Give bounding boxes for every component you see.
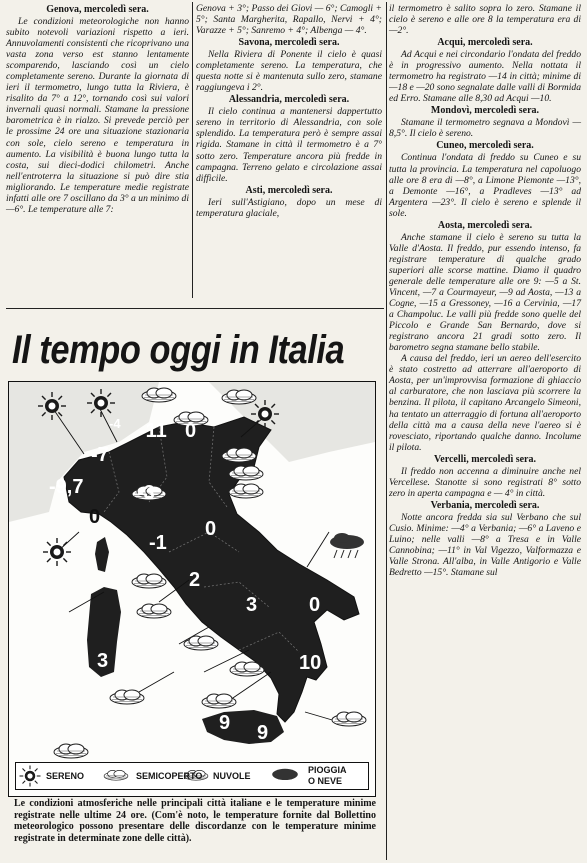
article-genova bbox=[6, 3, 189, 215]
legend-nuvole: NUVOLE bbox=[213, 771, 251, 781]
dateline-acqui: Acqui, mercoledì sera. bbox=[437, 37, 533, 49]
rain-cloud-icon bbox=[330, 533, 364, 558]
dateline-genova: Genova, mercoledì sera. bbox=[46, 4, 149, 15]
sicily bbox=[202, 710, 284, 744]
temp-label: 0 bbox=[309, 594, 321, 616]
temp-label: -1 bbox=[149, 532, 167, 554]
legend-semicoperto: SEMICOPERTO bbox=[136, 771, 203, 781]
article-column-2 bbox=[196, 3, 382, 219]
legend-sereno: SERENO bbox=[46, 771, 85, 781]
dateline-cuneo: Cuneo, mercoledì sera. bbox=[436, 140, 534, 152]
temp-label: -9,7 bbox=[49, 476, 84, 498]
temp-label: -3 bbox=[137, 482, 155, 504]
article-body: A causa del freddo, ieri un aereo dell'esercito è stato costretto ad atterrare all'aeroporto di Aosta, per un'improvvisa formazione di ghiaccio al carburatore, che non lasciava più scorrere la benzina. Il pilota, il capitano Arcangelo Simeoni, ha tentato un atterraggio di fortuna all'aeroporto della città ma a causa della neve l'aereo si è rovesciato, riportando qualche danno. Incolume il pilota. bbox=[389, 353, 581, 453]
dateline-verbania: Verbania, mercoledì sera. bbox=[430, 499, 540, 511]
map-headline: Il tempo oggi in Italia bbox=[12, 328, 345, 372]
dateline-asti: Asti, mercoledì sera. bbox=[245, 184, 333, 196]
column-rule bbox=[386, 2, 387, 860]
temp-label: 9 bbox=[257, 722, 269, 744]
temp-label: -4 bbox=[109, 416, 121, 431]
article-body: Ieri sull'Astigiano, dopo un mese di temperatura glaciale, bbox=[196, 196, 382, 219]
temp-label: -7 bbox=[91, 444, 109, 466]
column-rule bbox=[192, 2, 193, 298]
dateline-mondovi: Mondovì, mercoledì sera. bbox=[430, 105, 540, 117]
temp-label: 9 bbox=[219, 712, 231, 734]
article-body: Anche stamane il cielo è sereno su tutta la Valle d'Aosta. Il freddo, pur essendo intenso, fa registrare temperature di qualche grado superiori alle scorse mattine. Diamo il quadro generale delle temperature alle ore 9: —5 a St. Vincent, —7 a Courmayeur, —9 ad Aosta, —13 a Cogne, —15 a Gressoney, —16 a Cervinia, —17 a Champoluc. Le valli più fredde sono quelle del Piccolo e Grande San Bernardo, dove si registrano ancora 21 gradi sotto zero. Il barometro segna stamane bello stabile. bbox=[389, 231, 581, 354]
article-body: il termometro è salito sopra lo zero. Stamane il cielo è sereno e alle ore 8 la temperatura era di —2°. bbox=[389, 3, 581, 37]
corsica bbox=[95, 537, 109, 572]
article-column-3 bbox=[389, 3, 581, 578]
article-body: Continua l'ondata di freddo su Cuneo e su tutta la provincia. La temperatura nel capoluogo alle ore 8 era di —8°, a Limone Piemonte —13°, a Demonte —16°, a Pradleves —13° ad Argentera —23°. Il cielo è sereno e splende il sole. bbox=[389, 152, 581, 219]
legend-pioggia: PIOGGIA bbox=[308, 765, 347, 775]
article-body: Ad Acqui e nei circondario l'ondata del freddo è in progressivo aumento. Nella nottata il termometro ha registrato —14 in città; minime di —18 e —20 sono segnalate dalle valli di Bormida ed Erro. Stamane alle 8,30 ad Acqui —10. bbox=[389, 49, 581, 105]
weather-map bbox=[8, 381, 376, 797]
temp-label: -11 bbox=[139, 420, 167, 442]
dateline-vercelli: Vercelli, mercoledì sera. bbox=[433, 453, 536, 465]
article-body: Il cielo continua a mantenersi dappertutto sereno in territorio di Alessandria, con sole splendido. La temperatura però è sempre assai rigida. Stamane in città il termometro è a 7° sotto zero. Temperature ancora più fredde in campagna. Terreno gelato e circolazione assai difficile. bbox=[196, 106, 382, 184]
article-body: Le condizioni meteorologiche non hanno subito notevoli variazioni rispetto a ieri. Annuvolamenti consistenti che ricoprivano una vasta zona verso est stanno lentamente scomparendo, lasciando così un cielo completamente sereno. Durante la giornata di ieri il termometro, lungo tutta la Riviera, è risalito da 7° a 12°, tornando così sui valori invernali quasi normali. Stamane la pressione barometrica è in rialzo. Si prevede perciò per le prossime 24 ore una situazione stazionaria con sole, cielo sereno e temperatura in aumento. La visibilità è buona lungo tutta la costa, sui dieci-dodici chilometri. Anche nell'entroterra la situazione si può dire stia migliorando. Le temperature medie registrate infatti alle ore 7 oscillano da 3° a un minimo di —6°. Le temperature alle 7: bbox=[6, 16, 189, 215]
article-body: Il freddo non accenna a diminuire anche nel Vercellese. Stanotte si sono registrati 8° sotto zero in aperta campagna e — 4° in città. bbox=[389, 465, 581, 499]
temp-label: 0 bbox=[185, 420, 197, 442]
legend-neve: O NEVE bbox=[308, 776, 343, 786]
map-caption: Le condizioni atmosferiche nelle principali città italiane e le temperature minime registrate nelle ultime 24 ore. (Com'è noto, le temperature fornite dal Bollettino meteorologico possono presentare delle discordanze con le temperature minime registrate in determinate zone delle città). bbox=[14, 798, 376, 844]
article-body: Notte ancora fredda sia sul Verbano che sul Cusio. Minime: —4° a Verbania; —6° a Laveno e Luino; nelle valli —8° a Tresa e in Valle Cannobina; —11° in Val Vigezzo, Valformazza e Valle Strona. All'alba, in Valle Antigorio e Valle Bedretto —15°. Stamane sul bbox=[389, 511, 581, 579]
dateline-alessandria: Alessandria, mercoledì sera. bbox=[228, 94, 350, 106]
article-body: Stamane il termometro segnava a Mondovì —8,5°. Il cielo è sereno. bbox=[389, 117, 581, 140]
temp-label: 10 bbox=[299, 652, 322, 674]
temp-label: 2 bbox=[189, 569, 201, 591]
temp-label: 3 bbox=[246, 594, 258, 616]
article-body: Nella Riviera di Ponente il cielo è quasi completamente sereno. La temperatura, che questa notte si è mantenuta sullo zero, stamane raggiungeva i 2°. bbox=[196, 49, 382, 94]
map-legend bbox=[15, 762, 369, 790]
dateline-aosta: Aosta, mercoledì sera. bbox=[437, 219, 533, 231]
temp-label: 0 bbox=[89, 506, 101, 528]
dateline-savona: Savona, mercoledì sera. bbox=[238, 37, 340, 49]
article-body: Genova + 3°; Passo dei Giovi — 6°; Camogli + 5°; Santa Margherita, Rapallo, Nervi + 4°; Varazze + 5°; Sanremo + 4°; Albenga — 4°. bbox=[196, 3, 382, 37]
headline-rule bbox=[6, 308, 384, 309]
temp-label: 3 bbox=[97, 650, 109, 672]
temp-label: 0 bbox=[205, 518, 217, 540]
